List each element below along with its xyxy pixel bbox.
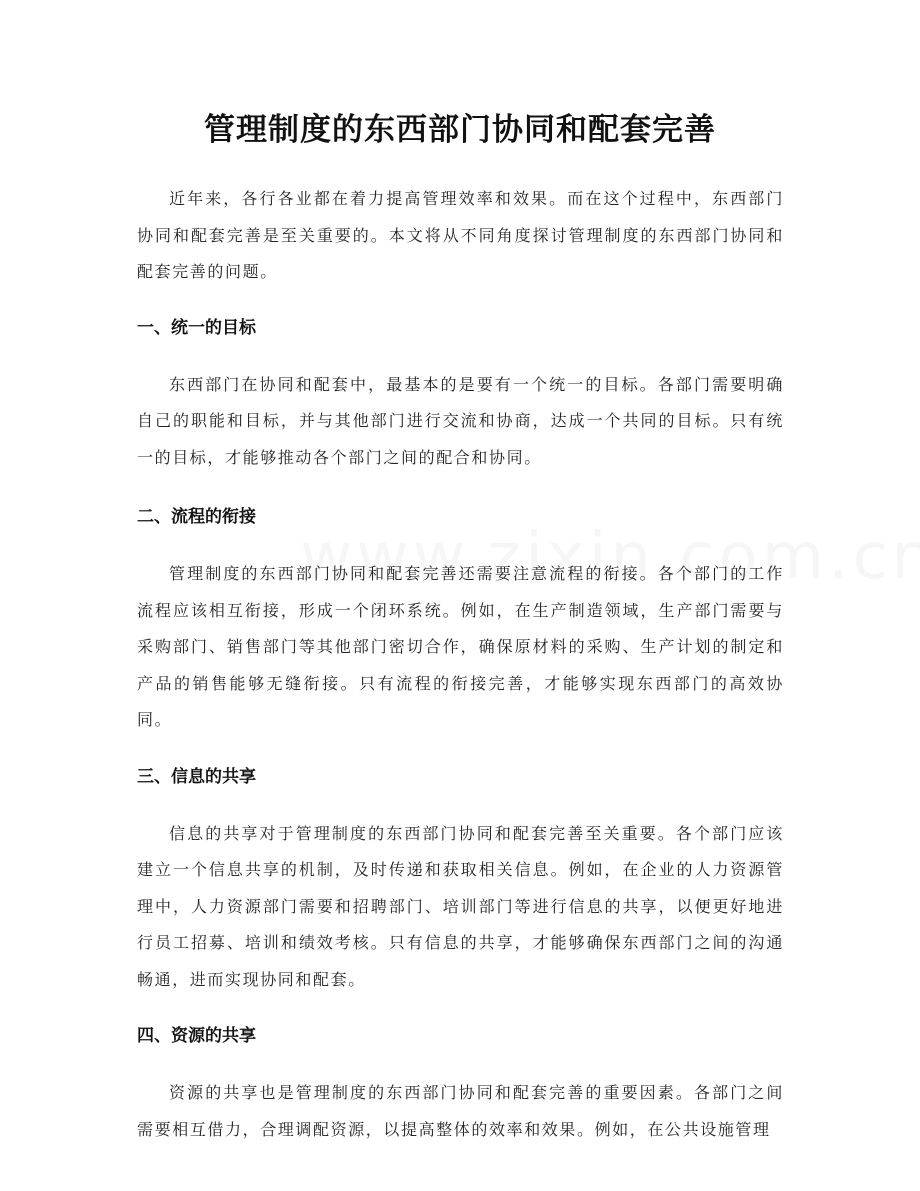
section-body-2: 管理制度的东西部门协同和配套完善还需要注意流程的衔接。各个部门的工作流程应该相互衔接，形成一个闭环系统。例如，在生产制造领域，生产部门需要与采购部门、销售部门等其他部门密切合作，确保原材料的采购、生产计划的制定和产品的销售能够无缝衔接。只有流程的衔接完善，才能够实现东西部门的高效协同。 [137, 564, 784, 729]
document-body [137, 181, 784, 1148]
page-title: 管理制度的东西部门协同和配套完善 [204, 112, 716, 148]
section-heading-3: 三、信息的共享 [137, 766, 256, 787]
section-body-1: 东西部门在协同和配套中，最基本的是要有一个统一的目标。各部门需要明确自己的职能和目标，并与其他部门进行交流和协商，达成一个共同的目标。只有统一的目标，才能够推动各个部门之间的配合和协同。 [137, 374, 784, 467]
intro-paragraph: 近年来，各行各业都在着力提高管理效率和效果。而在这个过程中，东西部门协同和配套完善是至关重要的。本文将从不同角度探讨管理制度的东西部门协同和配套完善的问题。 [137, 189, 784, 281]
section-heading-1: 一、统一的目标 [137, 317, 256, 338]
section-body-3: 信息的共享对于管理制度的东西部门协同和配套完善至关重要。各个部门应该建立一个信息共享的机制，及时传递和获取相关信息。例如，在企业的人力资源管理中，人力资源部门需要和招聘部门、培训部门等进行信息的共享，以便更好地进行员工招募、培训和绩效考核。只有信息的共享，才能够确保东西部门之间的沟通畅通，进而实现协同和配套。 [137, 823, 784, 989]
section-body-4: 资源的共享也是管理制度的东西部门协同和配套完善的重要因素。各部门之间需要相互借力，合理调配资源，以提高整体的效率和效果。例如，在公共设施管理 [137, 1083, 784, 1139]
section-heading-4: 四、资源的共享 [137, 1026, 256, 1046]
section-heading-2: 二、流程的衔接 [137, 507, 256, 527]
